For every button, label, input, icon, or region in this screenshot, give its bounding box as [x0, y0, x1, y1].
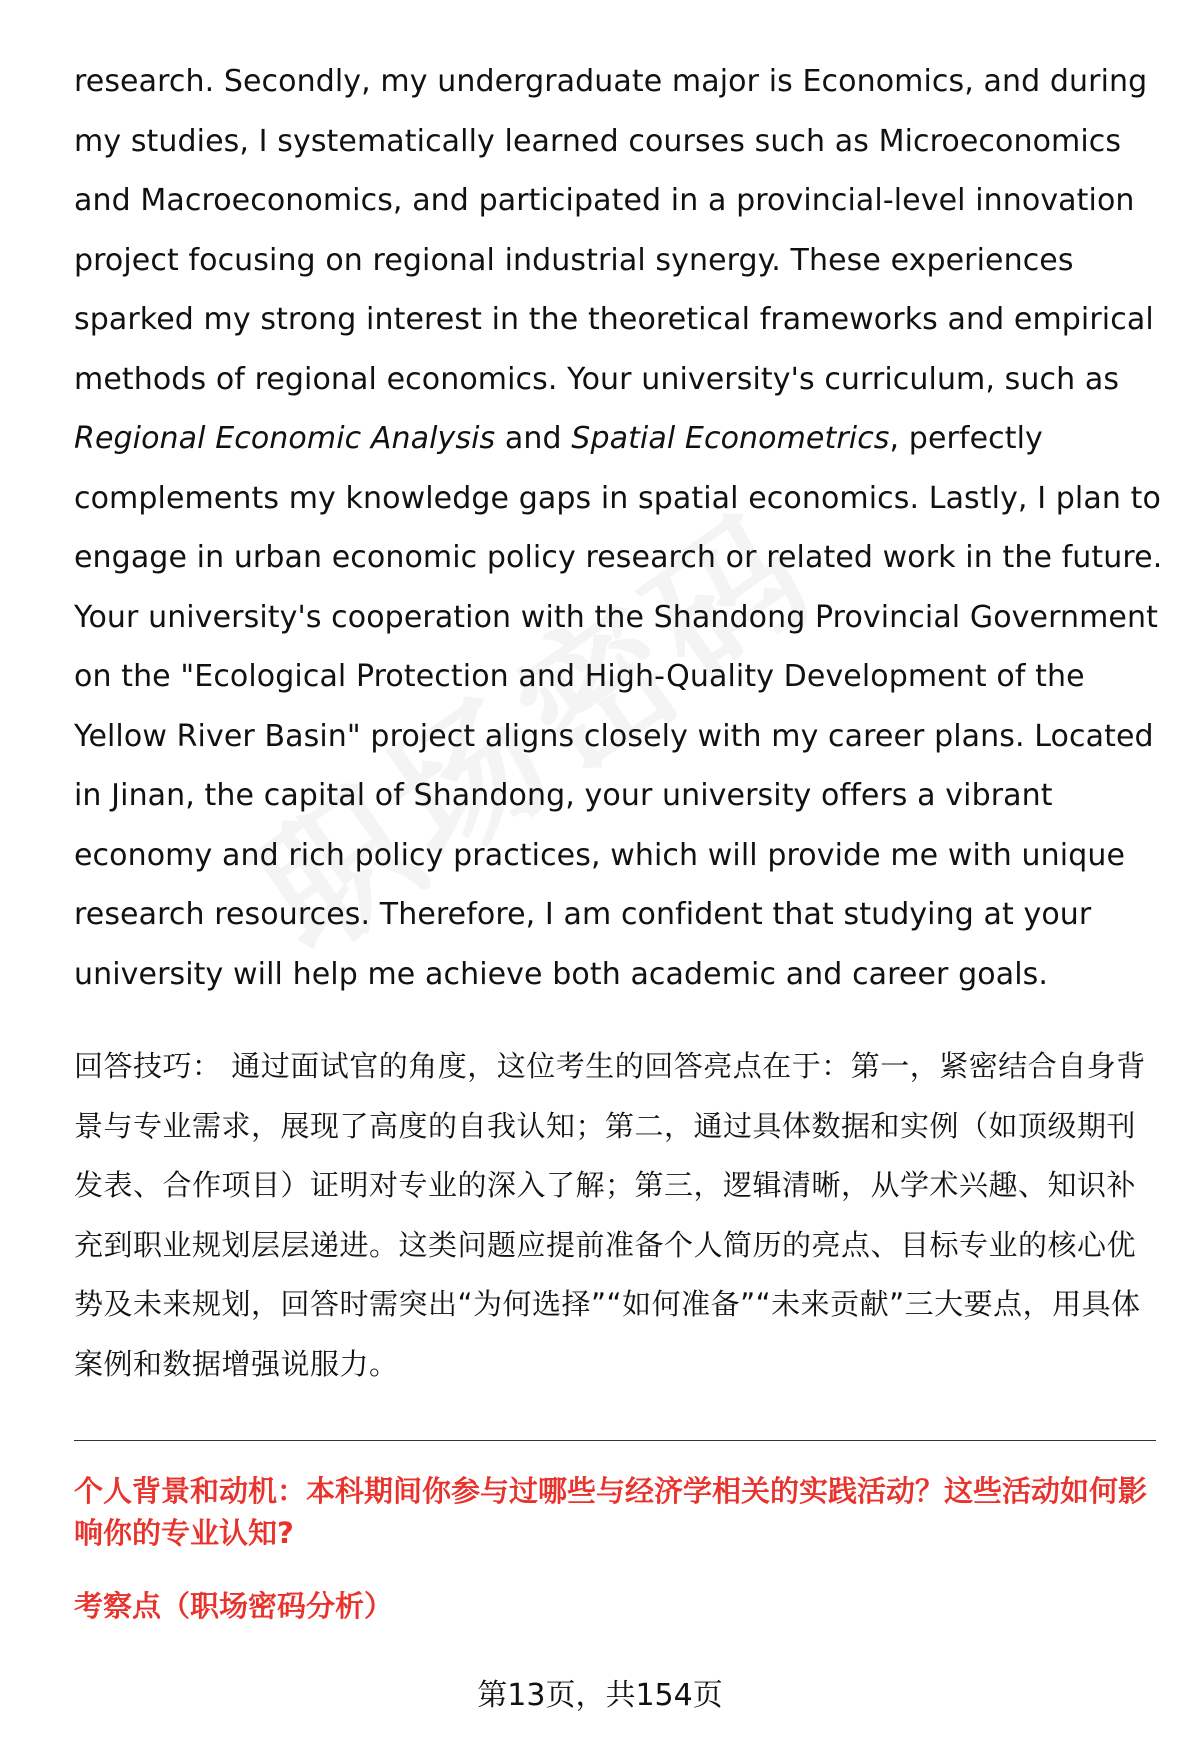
page-number-footer: 第13页，共154页	[477, 1678, 723, 1713]
course-title-spatial-econometrics: Spatial Econometrics	[571, 421, 890, 456]
assessment-points-heading: 考察点（职场密码分析）	[74, 1589, 394, 1623]
answer-tips-paragraph: 回答技巧： 通过面试官的角度，这位考生的回答亮点在于：第一，紧密结合自身背景与专业需求，展现了高度的自我认知；第二，通过具体数据和实例（如顶级期刊发表、合作项目）证明对专业的深入了解；第三，逻辑清晰，从学术兴趣、知识补充到职业规划层层递进。这类问题应提前准备个人简历的亮点、目标专业的核心优势及未来规划，回答时需突出“为何选择”“如何准备”“未来贡献”三大要点，用具体案例和数据增强说服力。	[74, 1049, 1146, 1381]
answer-text-part2: , perfectly complements my knowledge gaps in spatial economics. Lastly, I plan to engage in urban economic policy research or related work in the future. Your university's cooperation with the Shandong Provincial Government on the "Ecological Protection and High-Quality Development of the Yellow River Basin" project aligns closely with my career plans. Located in Jinan, the capital of Shandong, your university offers a vibrant economy and rich policy practices, which will provide me with unique research resources. Therefore, I am confident that studying at your university will help me achieve both academic and career goals.	[74, 421, 1163, 992]
answer-text-part1: research. Secondly, my undergraduate major is Economics, and during my studies, I systematically learned courses such as Microeconomics and Macroeconomics, and participated in a provincial-level innovation project focusing on regional industrial synergy. These experiences sparked my strong interest in the theoretical frameworks and empirical methods of regional economics. Your university's curriculum, such as	[74, 64, 1154, 397]
answer-text-and: and	[495, 421, 572, 456]
answer-paragraph	[74, 52, 1164, 1004]
section-divider	[74, 1440, 1156, 1441]
course-title-regional-economic-analysis: Regional Economic Analysis	[74, 421, 496, 456]
interview-question: 个人背景和动机：本科期间你参与过哪些与经济学相关的实践活动？这些活动如何影响你的专业认知?	[74, 1474, 1148, 1550]
